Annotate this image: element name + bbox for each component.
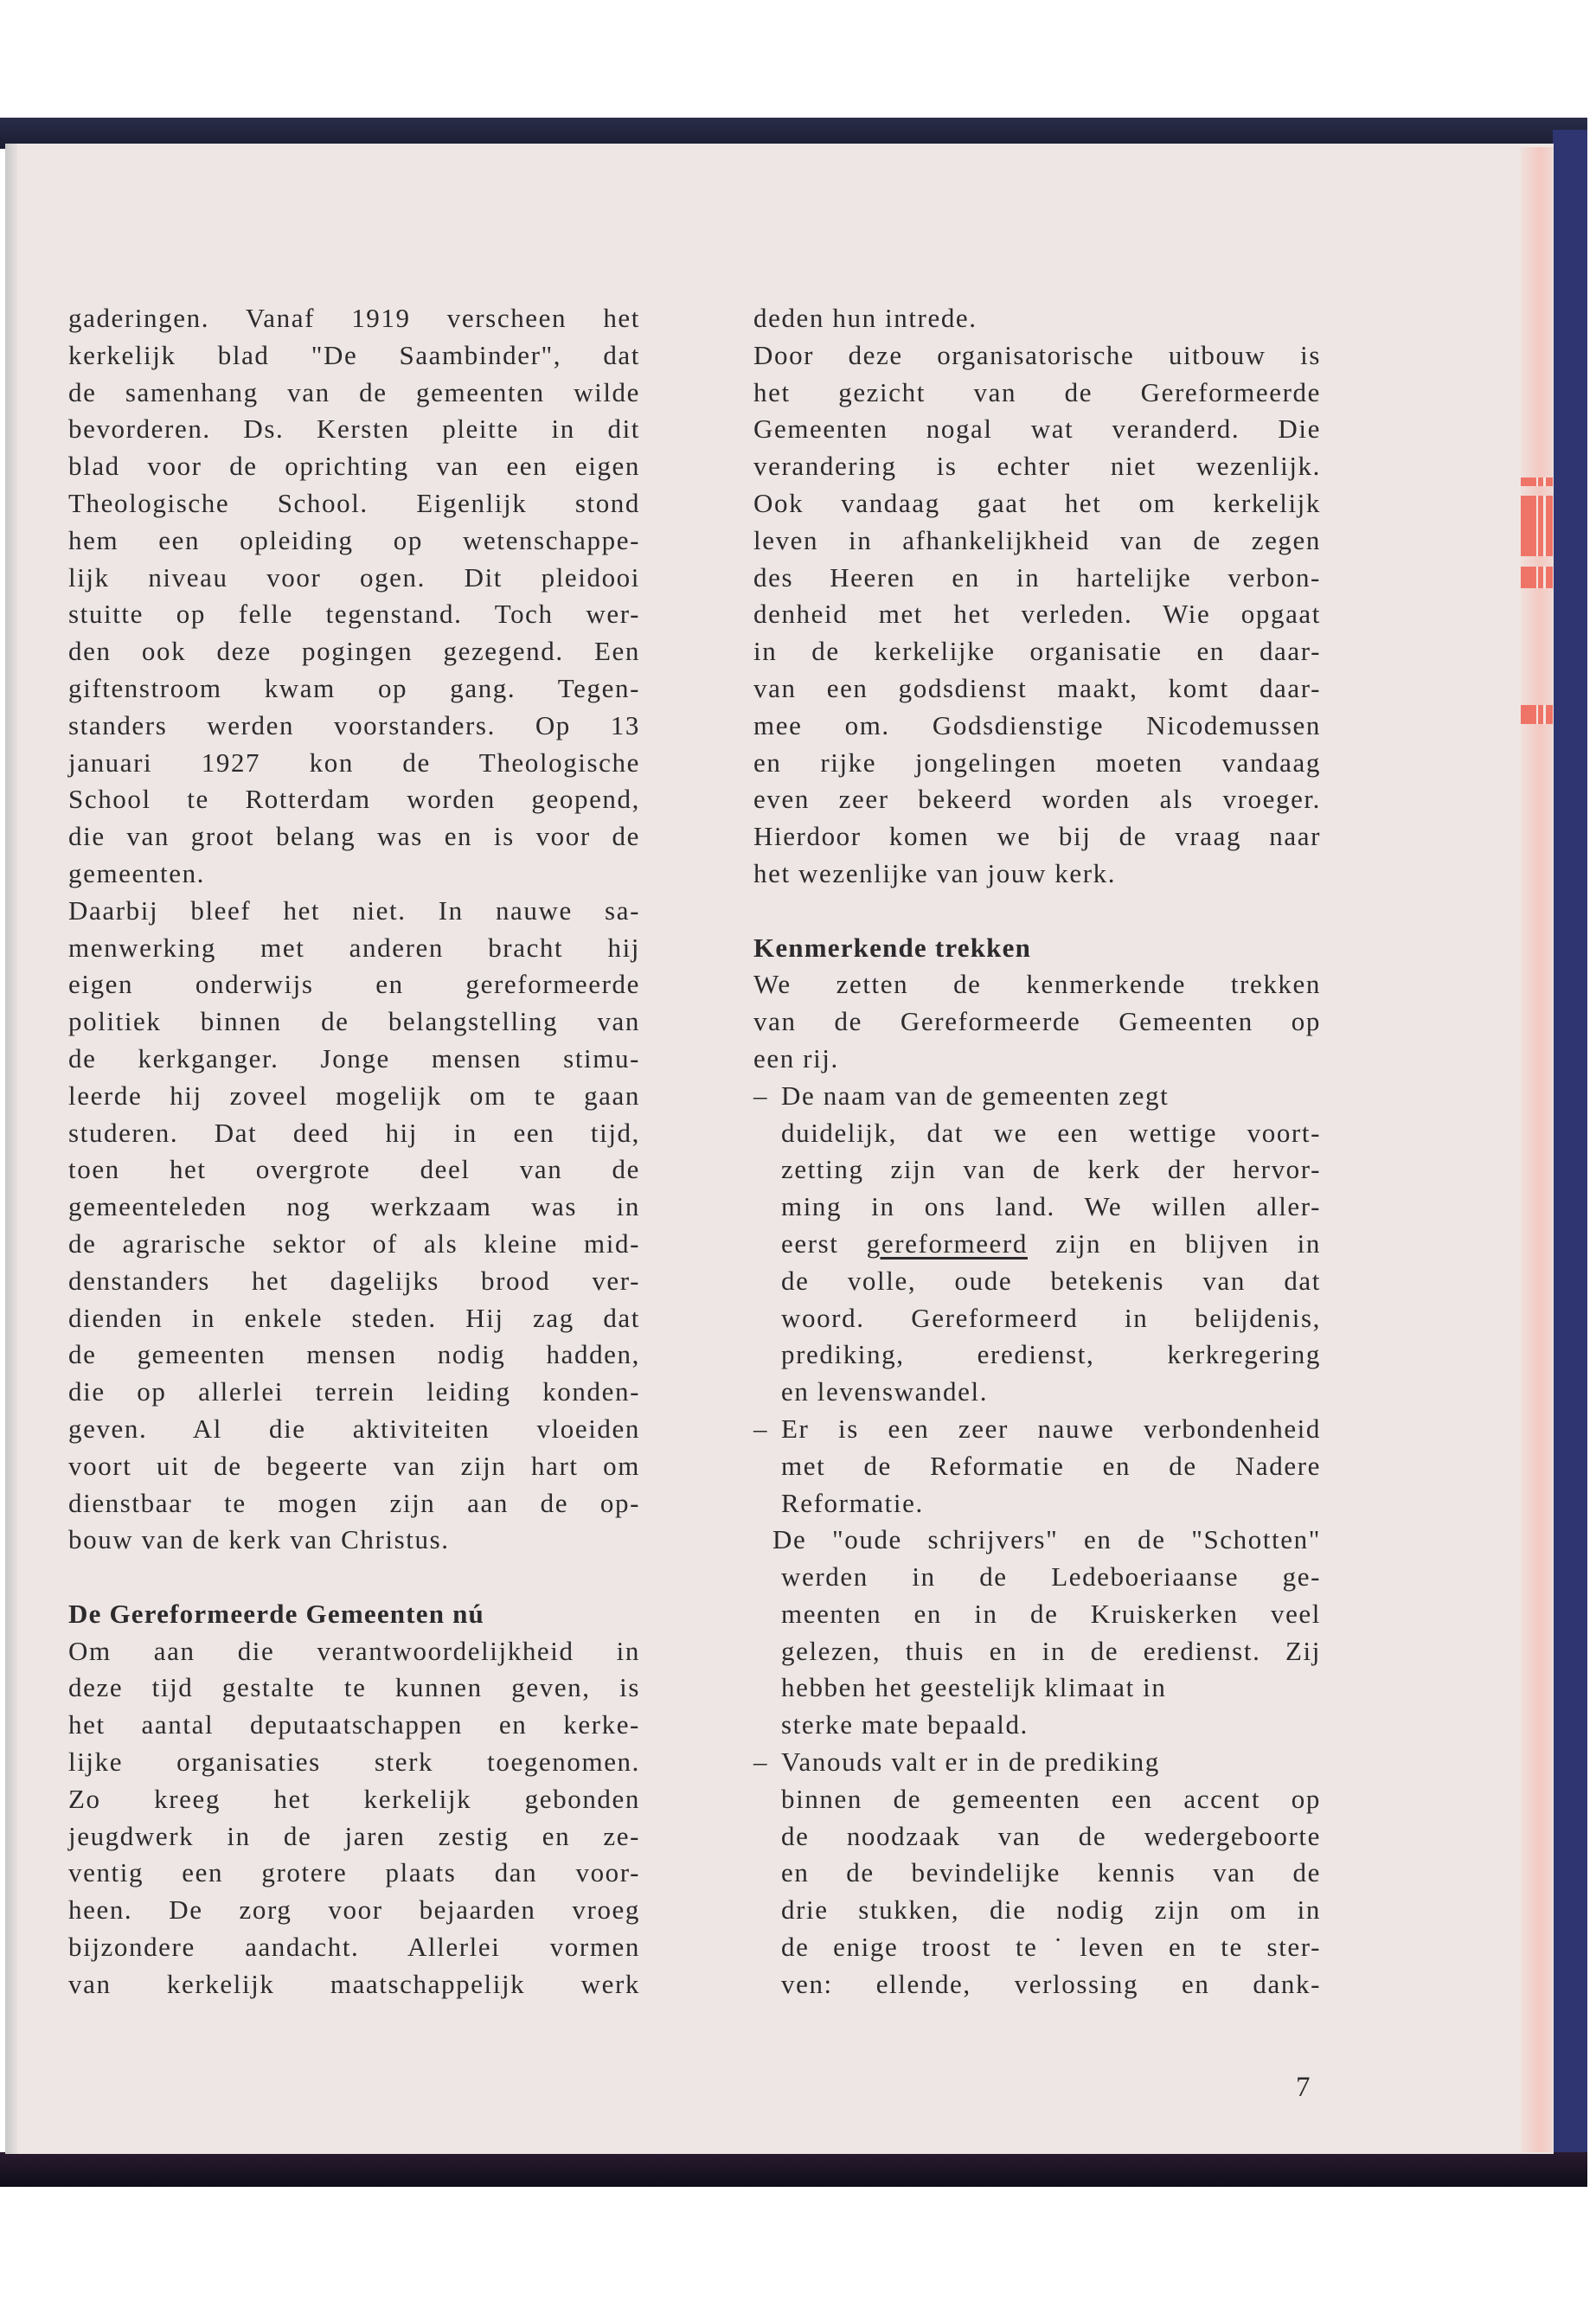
line-text: die van groot belang was en is voor de bbox=[68, 821, 640, 852]
text-line bbox=[781, 1151, 1321, 1189]
line-text: ven: ellende, verlossing en dank- bbox=[781, 1968, 1321, 1999]
text-line bbox=[68, 966, 640, 1003]
book-cover-bottom-edge bbox=[0, 2152, 1587, 2187]
text-line bbox=[781, 1966, 1321, 2003]
page-gutter-edge bbox=[5, 144, 17, 2154]
bullet-dash: – bbox=[753, 1747, 769, 1778]
text-line bbox=[781, 1226, 1321, 1263]
line-text: in de kerkelijke organisatie en daar- bbox=[753, 636, 1321, 667]
text-line bbox=[753, 966, 1321, 1003]
text-line bbox=[781, 1300, 1321, 1337]
thumb-index-tab bbox=[1521, 496, 1553, 556]
line-text: en rijke jongelingen moeten vandaag bbox=[753, 747, 1321, 778]
thumb-index-tab bbox=[1521, 478, 1553, 486]
text-line bbox=[68, 337, 640, 375]
line-text: School te Rotterdam worden geopend, bbox=[68, 784, 640, 815]
line-text: politiek binnen de belangstelling van bbox=[68, 1006, 640, 1037]
text-column-left bbox=[68, 300, 640, 2003]
line-text: duidelijk, dat we een wettige voort- bbox=[781, 1117, 1321, 1148]
line-text: sterke mate bepaald. bbox=[781, 1709, 1029, 1740]
text-line bbox=[781, 1374, 1321, 1411]
line-text: zetting zijn van de kerk der hervor- bbox=[781, 1154, 1321, 1185]
text-line bbox=[781, 1336, 1321, 1374]
text-line bbox=[68, 1707, 640, 1744]
line-text: hem een opleiding op wetenschappe- bbox=[68, 524, 640, 555]
line-text: bouw van de kerk van Christus. bbox=[68, 1524, 450, 1555]
text-line bbox=[68, 708, 640, 745]
text-column-right bbox=[753, 300, 1321, 2003]
line-text: werden in de Ledeboeriaanse ge- bbox=[781, 1561, 1321, 1593]
text-line bbox=[68, 1041, 640, 1078]
line-text: en de bevindelijke kennis van de bbox=[781, 1857, 1321, 1888]
line-text: Door deze organisatorische uitbouw is bbox=[753, 339, 1321, 370]
line-text: van de Gereformeerde Gemeenten op bbox=[753, 1006, 1321, 1037]
text-line bbox=[68, 1522, 640, 1559]
line-text: leerde hij zoveel mogelijk om te gaan bbox=[68, 1080, 640, 1111]
line-text: dienstbaar te mogen zijn aan de op- bbox=[68, 1487, 640, 1518]
line-text: de gemeenten mensen nodig hadden, bbox=[68, 1339, 640, 1370]
line-text: hebben het geestelijk klimaat in bbox=[781, 1672, 1167, 1703]
text-line bbox=[781, 1707, 1321, 1744]
text-line bbox=[68, 893, 640, 930]
line-text: leven in afhankelijkheid van de zegen bbox=[753, 524, 1321, 555]
line-text: stuitte op felle tegenstand. Toch wer- bbox=[68, 599, 640, 630]
text-line bbox=[68, 1744, 640, 1781]
text-line bbox=[68, 1966, 640, 2003]
text-line bbox=[68, 1300, 640, 1337]
text-line bbox=[781, 1559, 1321, 1596]
text-line bbox=[781, 1633, 1321, 1670]
line-text: en levenswandel. bbox=[781, 1376, 989, 1407]
line-text: denheid met het verleden. Wie opgaat bbox=[753, 599, 1321, 630]
text-line bbox=[68, 1151, 640, 1189]
bullet-dash: – bbox=[753, 1413, 769, 1444]
text-line bbox=[68, 1078, 640, 1115]
bullet-dash: – bbox=[753, 1080, 769, 1111]
text-line bbox=[68, 1633, 640, 1670]
book-binding-spine bbox=[1553, 130, 1587, 2180]
text-line bbox=[68, 1336, 640, 1374]
line-text: ming in ons land. We willen aller- bbox=[781, 1191, 1321, 1222]
line-text: lijk niveau voor ogen. Dit pleidooi bbox=[68, 561, 640, 593]
line-text: Hierdoor komen we bij de vraag naar bbox=[753, 821, 1321, 852]
text-line bbox=[753, 856, 1321, 893]
text-line bbox=[753, 596, 1321, 633]
text-line bbox=[781, 1929, 1321, 1966]
text-line bbox=[753, 448, 1321, 485]
line-text: Kenmerkende trekken bbox=[753, 932, 1032, 963]
line-text: Vanouds valt er in de prediking bbox=[781, 1747, 1160, 1778]
text-line bbox=[781, 1263, 1321, 1300]
line-text: dienden in enkele steden. Hij zag dat bbox=[68, 1302, 640, 1333]
line-text: ventig een grotere plaats dan voor- bbox=[68, 1857, 640, 1888]
line-text: geven. Al die aktiviteiten vloeiden bbox=[68, 1413, 640, 1444]
line-text: gemeenteleden nog werkzaam was in bbox=[68, 1191, 640, 1222]
line-text: giftenstroom kwam op gang. Tegen- bbox=[68, 672, 640, 703]
line-text: studeren. Dat deed hij in een tijd, bbox=[68, 1117, 640, 1148]
line-text: Er is een zeer nauwe verbondenheid bbox=[781, 1413, 1321, 1444]
line-text: een rij. bbox=[753, 1042, 839, 1074]
text-line bbox=[68, 1818, 640, 1856]
text-line bbox=[781, 1855, 1321, 1892]
line-text: de samenhang van de gemeenten wilde bbox=[68, 376, 640, 407]
line-text: het aantal deputaatschappen en kerke- bbox=[68, 1709, 640, 1740]
text-line bbox=[781, 1670, 1321, 1707]
text-line bbox=[68, 1411, 640, 1448]
text-line bbox=[753, 818, 1321, 856]
text-line bbox=[68, 411, 640, 448]
text-line bbox=[68, 1226, 640, 1263]
thumb-index-tab bbox=[1521, 567, 1553, 588]
line-text: deden hun intrede. bbox=[753, 303, 977, 333]
blank-line bbox=[68, 1559, 640, 1596]
text-line bbox=[68, 448, 640, 485]
line-text: menwerking met anderen bracht hij bbox=[68, 932, 640, 963]
text-line bbox=[781, 1448, 1321, 1485]
text-line bbox=[68, 1855, 640, 1892]
line-text: de volle, oude betekenis van dat bbox=[781, 1265, 1321, 1296]
text-line bbox=[753, 560, 1321, 597]
text-line bbox=[68, 633, 640, 670]
line-text: januari 1927 kon de Theologische bbox=[68, 747, 640, 778]
text-line bbox=[753, 1003, 1321, 1041]
text-line bbox=[753, 781, 1321, 818]
text-line bbox=[753, 1411, 1321, 1448]
text-line bbox=[68, 522, 640, 560]
line-text: toen het overgrote deel van de bbox=[68, 1154, 640, 1185]
text-line bbox=[68, 1115, 640, 1152]
text-line bbox=[68, 1374, 640, 1411]
text-line bbox=[753, 633, 1321, 670]
text-line bbox=[753, 1078, 1321, 1115]
line-text: Zo kreeg het kerkelijk gebonden bbox=[68, 1783, 640, 1814]
page-fore-edge bbox=[1521, 147, 1553, 2152]
line-text: de enige troost te˙leven en te ster- bbox=[781, 1932, 1321, 1963]
text-line bbox=[781, 1115, 1321, 1152]
section-heading bbox=[68, 1596, 640, 1633]
text-line bbox=[781, 1892, 1321, 1929]
text-line bbox=[781, 1189, 1321, 1226]
text-line bbox=[68, 485, 640, 522]
text-line bbox=[68, 1892, 640, 1929]
text-line bbox=[68, 1263, 640, 1300]
text-line bbox=[68, 856, 640, 893]
line-text: den ook deze pogingen gezegend. Een bbox=[68, 636, 640, 667]
line-text: meenten en in de Kruiskerken veel bbox=[781, 1598, 1321, 1629]
line-text: met de Reformatie en de Nadere bbox=[781, 1450, 1321, 1481]
line-text: eerst bbox=[781, 1227, 839, 1259]
line-text: gelezen, thuis en in de eredienst. Zij bbox=[781, 1635, 1321, 1666]
text-line bbox=[68, 1485, 640, 1522]
line-text: deze tijd gestalte te kunnen geven, is bbox=[68, 1672, 640, 1703]
line-text: drie stukken, die nodig zijn om in bbox=[781, 1894, 1321, 1926]
line-text: We zetten de kenmerkende trekken bbox=[753, 969, 1321, 1000]
line-text: van een godsdienst maakt, komt daar- bbox=[753, 672, 1321, 703]
line-text: even zeer bekeerd worden als vroeger. bbox=[753, 784, 1321, 815]
underlined-word: gereformeerd bbox=[866, 1227, 1028, 1259]
line-text: prediking, eredienst, kerkregering bbox=[781, 1339, 1321, 1370]
text-line bbox=[753, 411, 1321, 448]
line-text: jeugdwerk in de jaren zestig en ze- bbox=[68, 1820, 640, 1851]
line-text: De Gereformeerde Gemeenten nú bbox=[68, 1598, 484, 1629]
text-line bbox=[68, 375, 640, 412]
line-text: woord. Gereformeerd in belijdenis, bbox=[781, 1302, 1321, 1333]
line-text: des Heeren en in hartelijke verbon- bbox=[753, 561, 1321, 593]
line-text: de noodzaak van de wedergeboorte bbox=[781, 1820, 1321, 1851]
line-text: denstanders het dagelijks brood ver- bbox=[68, 1265, 640, 1296]
text-line bbox=[781, 1781, 1321, 1818]
line-text: de agrarische sektor of als kleine mid- bbox=[68, 1227, 640, 1259]
line-text: Reformatie. bbox=[781, 1487, 924, 1518]
text-line bbox=[68, 1781, 640, 1818]
text-line bbox=[68, 560, 640, 597]
thumb-index-tab bbox=[1521, 705, 1553, 724]
text-line bbox=[68, 1189, 640, 1226]
page-number: 7 bbox=[1296, 2072, 1311, 2103]
line-text: zijn en blijven in bbox=[1055, 1227, 1321, 1259]
line-text: Ook vandaag gaat het om kerkelijk bbox=[753, 487, 1321, 518]
text-line bbox=[753, 670, 1321, 708]
line-text: De "oude schrijvers" en de "Schotten" bbox=[772, 1524, 1321, 1555]
line-text: verandering is echter niet wezenlijk. bbox=[753, 451, 1321, 482]
line-text: gaderingen. Vanaf 1919 verscheen het bbox=[68, 303, 640, 333]
line-text: voort uit de begeerte van zijn hart om bbox=[68, 1450, 640, 1481]
line-text: binnen de gemeenten een accent op bbox=[781, 1783, 1321, 1814]
text-line bbox=[753, 375, 1321, 412]
text-line bbox=[753, 522, 1321, 560]
text-line bbox=[68, 1003, 640, 1041]
line-text: het gezicht van de Gereformeerde bbox=[753, 376, 1321, 407]
line-text: Om aan die verantwoordelijkheid in bbox=[68, 1635, 640, 1666]
text-line bbox=[753, 300, 1321, 337]
line-text: blad voor de oprichting van een eigen bbox=[68, 451, 640, 482]
text-line bbox=[753, 708, 1321, 745]
text-line bbox=[772, 1522, 1321, 1559]
text-line bbox=[781, 1596, 1321, 1633]
line-text: Theologische School. Eigenlijk stond bbox=[68, 487, 640, 518]
line-text: eigen onderwijs en gereformeerde bbox=[68, 969, 640, 1000]
text-line bbox=[781, 1485, 1321, 1522]
text-line bbox=[753, 1041, 1321, 1078]
line-text: Gemeenten nogal wat veranderd. Die bbox=[753, 413, 1321, 445]
text-line bbox=[753, 1744, 1321, 1781]
text-line bbox=[68, 745, 640, 782]
line-text: bijzondere aandacht. Allerlei vormen bbox=[68, 1932, 640, 1963]
text-line bbox=[68, 781, 640, 818]
text-line bbox=[68, 670, 640, 708]
line-text: heen. De zorg voor bejaarden vroeg bbox=[68, 1894, 640, 1926]
line-text: gemeenten. bbox=[68, 857, 206, 888]
text-line bbox=[781, 1818, 1321, 1856]
text-line bbox=[753, 485, 1321, 522]
text-line bbox=[753, 337, 1321, 375]
line-text: de kerkganger. Jonge mensen stimu- bbox=[68, 1042, 640, 1074]
line-text: bevorderen. Ds. Kersten pleitte in dit bbox=[68, 413, 640, 445]
text-line bbox=[68, 930, 640, 967]
section-heading bbox=[753, 930, 1321, 967]
blank-line bbox=[753, 893, 1321, 930]
text-line bbox=[68, 1670, 640, 1707]
line-text: De naam van de gemeenten zegt bbox=[781, 1080, 1170, 1111]
line-text: het wezenlijke van jouw kerk. bbox=[753, 857, 1117, 888]
line-text: standers werden voorstanders. Op 13 bbox=[68, 709, 640, 740]
text-line bbox=[68, 300, 640, 337]
line-text: die op allerlei terrein leiding konden- bbox=[68, 1376, 640, 1407]
text-line bbox=[68, 596, 640, 633]
line-text: lijke organisaties sterk toegenomen. bbox=[68, 1747, 640, 1778]
text-line bbox=[68, 1929, 640, 1966]
line-text: mee om. Godsdienstige Nicodemussen bbox=[753, 709, 1321, 740]
text-line bbox=[753, 745, 1321, 782]
text-line bbox=[68, 1448, 640, 1485]
line-text: kerkelijk blad "De Saambinder", dat bbox=[68, 339, 640, 370]
text-line bbox=[68, 818, 640, 856]
line-text: Daarbij bleef het niet. In nauwe sa- bbox=[68, 894, 640, 926]
line-text: van kerkelijk maatschappelijk werk bbox=[68, 1968, 640, 1999]
